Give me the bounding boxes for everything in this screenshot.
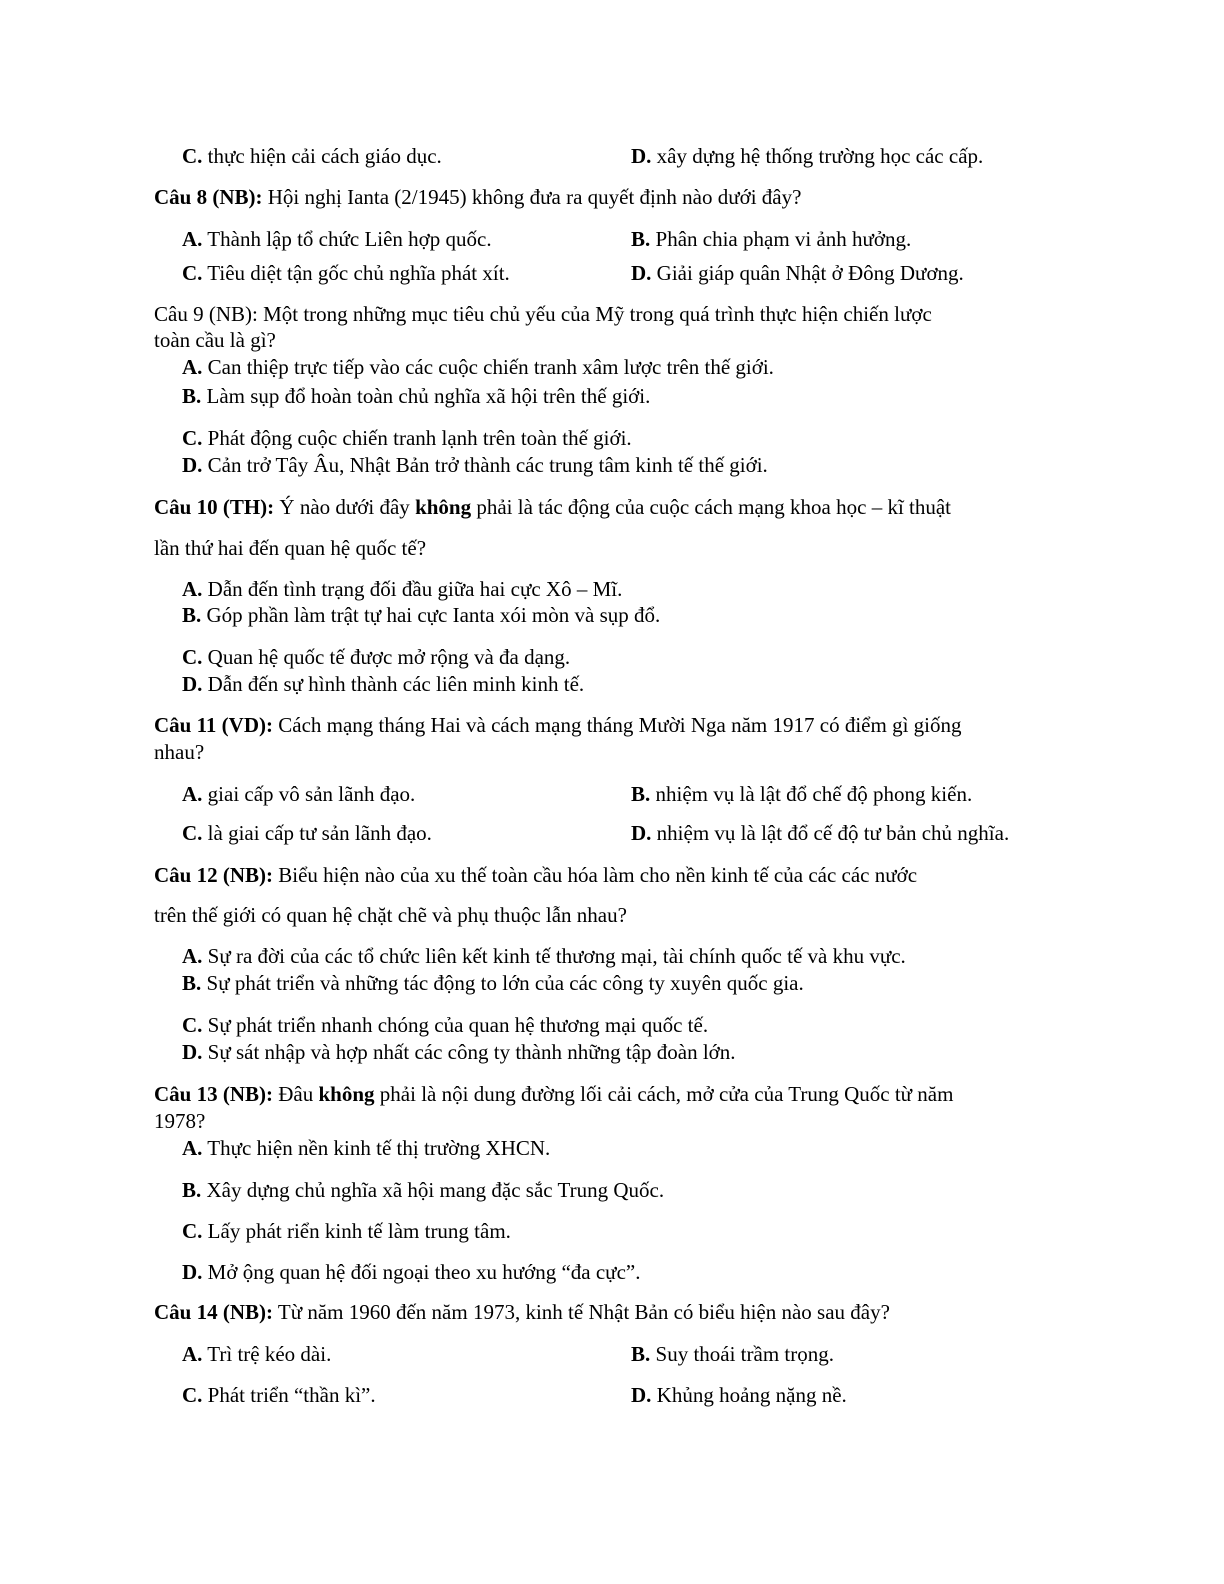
q8-option-d: D. Giải giáp quân Nhật ở Đông Dương. — [631, 261, 964, 285]
q9-question: Câu 9 (NB): Một trong những mục tiêu chủ yếu của Mỹ trong quá trình thực hiện chiến lược — [154, 302, 932, 326]
q14-question: Câu 14 (NB): Từ năm 1960 đến năm 1973, kinh tế Nhật Bản có biểu hiện nào sau đây? — [154, 1300, 890, 1324]
q11-option-a: A. giai cấp vô sản lãnh đạo. — [182, 782, 416, 806]
q12-option-a: A. Sự ra đời của các tổ chức liên kết kinh tế thương mại, tài chính quốc tế và khu vực. — [182, 944, 906, 968]
q10-option-c: C. Quan hệ quốc tế được mở rộng và đa dạng. — [182, 645, 571, 669]
q8-option-a: A. Thành lập tổ chức Liên hợp quốc. — [182, 227, 492, 251]
q8-question: Câu 8 (NB): Hội nghị Ianta (2/1945) không đưa ra quyết định nào dưới đây? — [154, 185, 802, 209]
q14-option-d: D. Khủng hoảng nặng nề. — [631, 1383, 847, 1407]
q9-option-b: B. Làm sụp đổ hoàn toàn chủ nghĩa xã hội trên thế giới. — [182, 384, 651, 408]
q7-option-c: C. thực hiện cải cách giáo dục. — [182, 144, 442, 168]
q14-option-c: C. Phát triển “thần kì”. — [182, 1383, 376, 1407]
q12-question-cont: trên thế giới có quan hệ chặt chẽ và phụ thuộc lẫn nhau? — [154, 903, 627, 927]
q12-option-c: C. Sự phát triển nhanh chóng của quan hệ thương mại quốc tế. — [182, 1013, 709, 1037]
q10-question: Câu 10 (TH): Ý nào dưới đây không phải là tác động của cuộc cách mạng khoa học – kĩ thuật — [154, 495, 952, 519]
q13-option-b: B. Xây dựng chủ nghĩa xã hội mang đặc sắc Trung Quốc. — [182, 1178, 665, 1202]
q7-option-d: D. xây dựng hệ thống trường học các cấp. — [631, 144, 984, 168]
q11-option-c: C. là giai cấp tư sản lãnh đạo. — [182, 821, 432, 845]
q13-option-a: A. Thực hiện nền kinh tế thị trường XHCN. — [182, 1136, 551, 1160]
q9-option-a: A. Can thiệp trực tiếp vào các cuộc chiến tranh xâm lược trên thế giới. — [182, 355, 774, 379]
q10-question-cont: lần thứ hai đến quan hệ quốc tế? — [154, 536, 427, 560]
q10-option-a: A. Dẫn đến tình trạng đối đầu giữa hai cực Xô – Mĩ. — [182, 577, 623, 601]
q12-question: Câu 12 (NB): Biểu hiện nào của xu thế toàn cầu hóa làm cho nền kinh tế của các các nước — [154, 863, 918, 887]
q13-question-cont: 1978? — [154, 1109, 206, 1133]
q11-question-cont: nhau? — [154, 740, 205, 764]
q9-option-c: C. Phát động cuộc chiến tranh lạnh trên toàn thế giới. — [182, 426, 632, 450]
q14-option-b: B. Suy thoái trầm trọng. — [631, 1342, 834, 1366]
q10-option-b: B. Góp phần làm trật tự hai cực Ianta xói mòn và sụp đổ. — [182, 603, 661, 627]
q9-question-cont: toàn cầu là gì? — [154, 328, 276, 352]
q11-question: Câu 11 (VD): Cách mạng tháng Hai và cách mạng tháng Mười Nga năm 1917 có điểm gì giống — [154, 713, 962, 737]
q9-option-d: D. Cản trở Tây Âu, Nhật Bản trở thành các trung tâm kinh tế thế giới. — [182, 453, 768, 477]
q8-option-c: C. Tiêu diệt tận gốc chủ nghĩa phát xít. — [182, 261, 510, 285]
q10-option-d: D. Dẫn đến sự hình thành các liên minh kinh tế. — [182, 672, 585, 696]
q13-option-d: D. Mở ộng quan hệ đối ngoại theo xu hướng “đa cực”. — [182, 1260, 641, 1284]
q12-option-d: D. Sự sát nhập và hợp nhất các công ty thành những tập đoàn lớn. — [182, 1040, 736, 1064]
q13-question: Câu 13 (NB): Đâu không phải là nội dung đường lối cải cách, mở cửa của Trung Quốc từ năm — [154, 1082, 954, 1106]
q8-option-b: B. Phân chia phạm vi ảnh hưởng. — [631, 227, 912, 251]
q11-option-b: B. nhiệm vụ là lật đổ chế độ phong kiến. — [631, 782, 973, 806]
q12-option-b: B. Sự phát triển và những tác động to lớn của các công ty xuyên quốc gia. — [182, 971, 804, 995]
q14-option-a: A. Trì trệ kéo dài. — [182, 1342, 332, 1366]
q13-option-c: C. Lấy phát riển kinh tế làm trung tâm. — [182, 1219, 511, 1243]
q11-option-d: D. nhiệm vụ là lật đổ cế độ tư bản chủ nghĩa. — [631, 821, 1010, 845]
